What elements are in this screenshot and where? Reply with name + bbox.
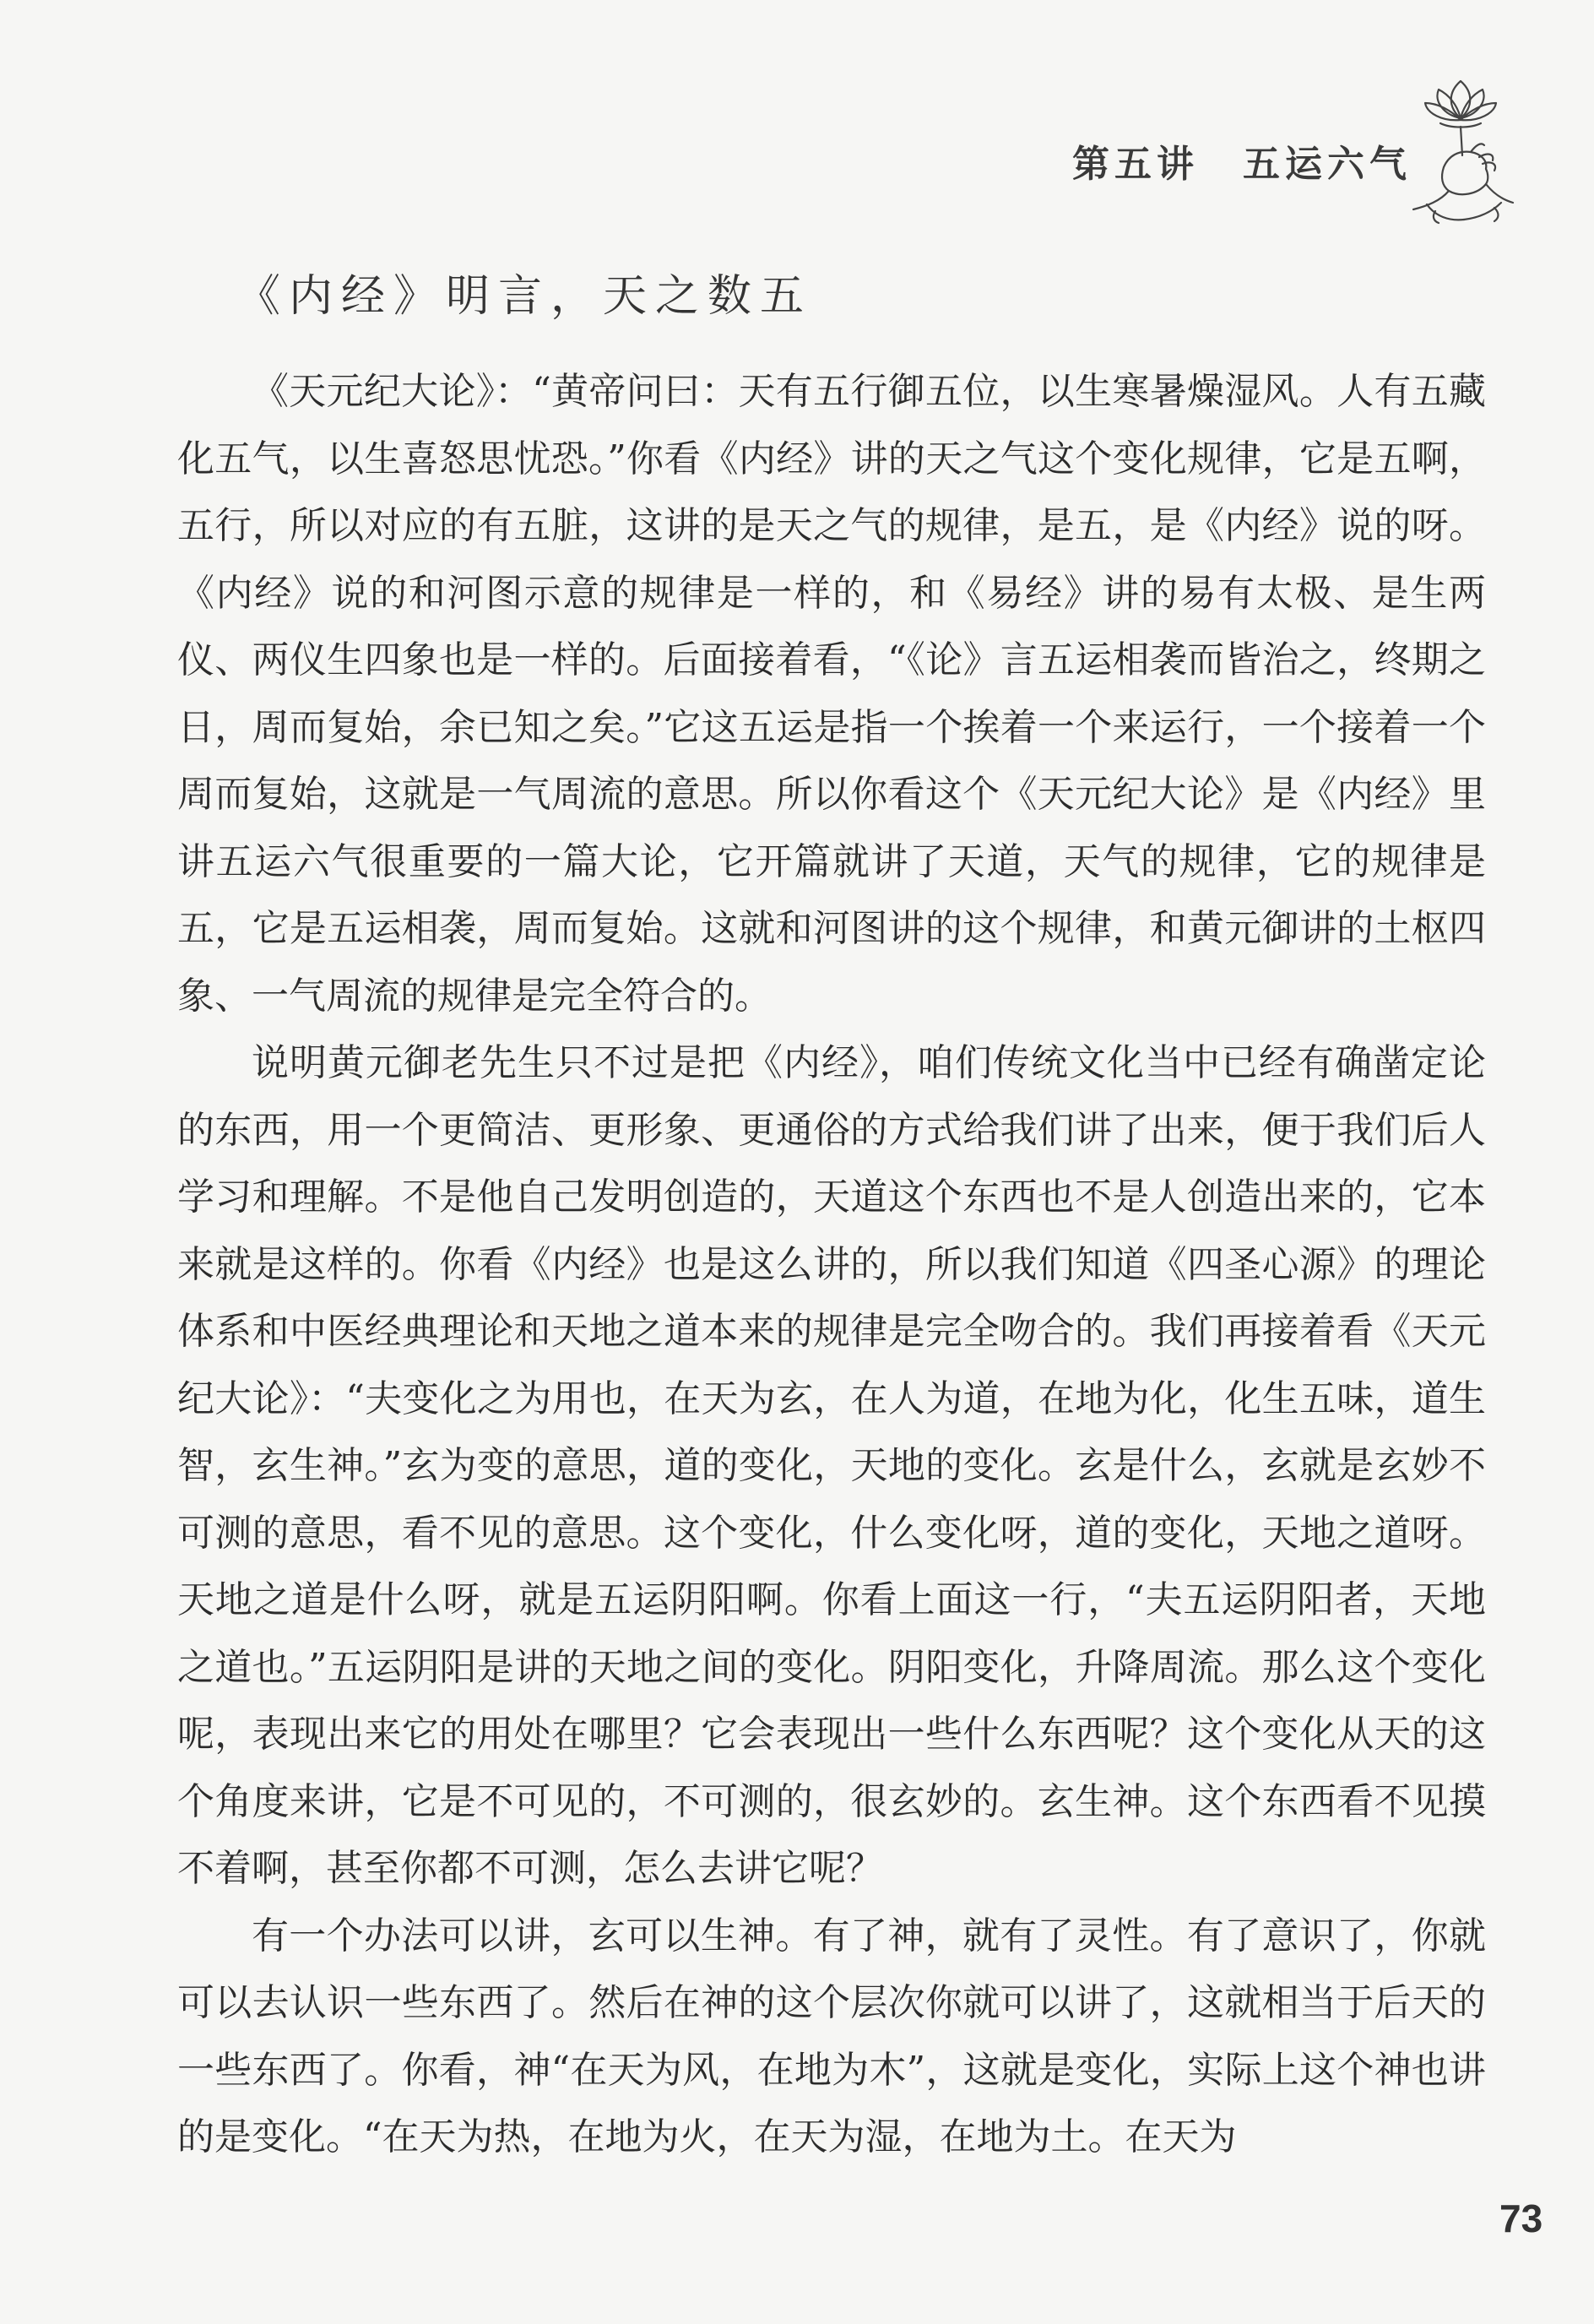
chapter-topic: 五运六气 bbox=[1243, 143, 1412, 186]
running-header bbox=[1072, 133, 1412, 187]
body-text bbox=[177, 358, 1486, 2171]
section-title: 《内经》明言，天之数五 bbox=[236, 271, 813, 322]
page-number: 73 bbox=[1499, 2196, 1543, 2240]
chapter-label: 第五讲 bbox=[1072, 143, 1199, 186]
paragraph: 说明黄元御老先生只不过是把《内经》，咱们传统文化当中已经有确凿定论的东西，用一个更简洁、更形象、更通俗的方式给我们讲了出来，便于我们后人学习和理解。不是他自己发明创造的，天道这个东西也不是人创造出来的，它本来就是这样的。你看《内经》也是这么讲的，所以我们知道《四圣心源》的理论体系和中医经典理论和天地之道本来的规律是完全吻合的。我们再接着看《天元纪大论》：“夫变化之为用也，在天为玄，在人为道，在地为化，化生五味，道生智，玄生神。”玄为变的意思，道的变化，天地的变化。玄是什么，玄就是玄妙不可测的意思，看不见的意思。这个变化，什么变化呀，道的变化，天地之道呀。天地之道是什么呀，就是五运阴阳啊。你看上面这一行，“夫五运阴阳者，天地之道也。”五运阴阳是讲的天地之间的变化。阴阳变化，升降周流。那么这个变化呢，表现出来它的用处在哪里？它会表现出一些什么东西呢？这个变化从天的这个角度来讲，它是不可见的，不可测的，很玄妙的。玄生神。这个东西看不见摸不着啊，甚至你都不可测，怎么去讲它呢？ bbox=[177, 1041, 1486, 1890]
lotus-hand-icon bbox=[1393, 68, 1528, 228]
paragraph: 《天元纪大论》：“黄帝问曰：天有五行御五位，以生寒暑燥湿风。人有五藏化五气，以生喜怒思忧恐。”你看《内经》讲的天之气这个变化规律，它是五啊，五行，所以对应的有五脏，这讲的是天之气的规律，是五，是《内经》说的呀。《内经》说的和河图示意的规律是一样的，和《易经》讲的易有太极、是生两仪、两仪生四象也是一样的。后面接着看，“《论》言五运相袭而皆治之，终期之日，周而复始，余已知之矣。”它这五运是指一个挨着一个来运行，一个接着一个周而复始，这就是一气周流的意思。所以你看这个《天元纪大论》是《内经》里讲五运六气很重要的一篇大论，它开篇就讲了天道，天气的规律，它的规律是五，它是五运相袭，周而复始。这就和河图讲的这个规律，和黄元御讲的土枢四象、一气周流的规律是完全符合的。 bbox=[177, 370, 1486, 1018]
paragraph: 有一个办法可以讲，玄可以生神。有了神，就有了灵性。有了意识了，你就可以去认识一些东西了。然后在神的这个层次你就可以讲了，这就相当于后天的一些东西了。你看，神“在天为风，在地为木”，这就是变化，实际上这个神也讲的是变化。“在天为热，在地为火，在天为湿，在地为土。在天为 bbox=[177, 1914, 1486, 2158]
